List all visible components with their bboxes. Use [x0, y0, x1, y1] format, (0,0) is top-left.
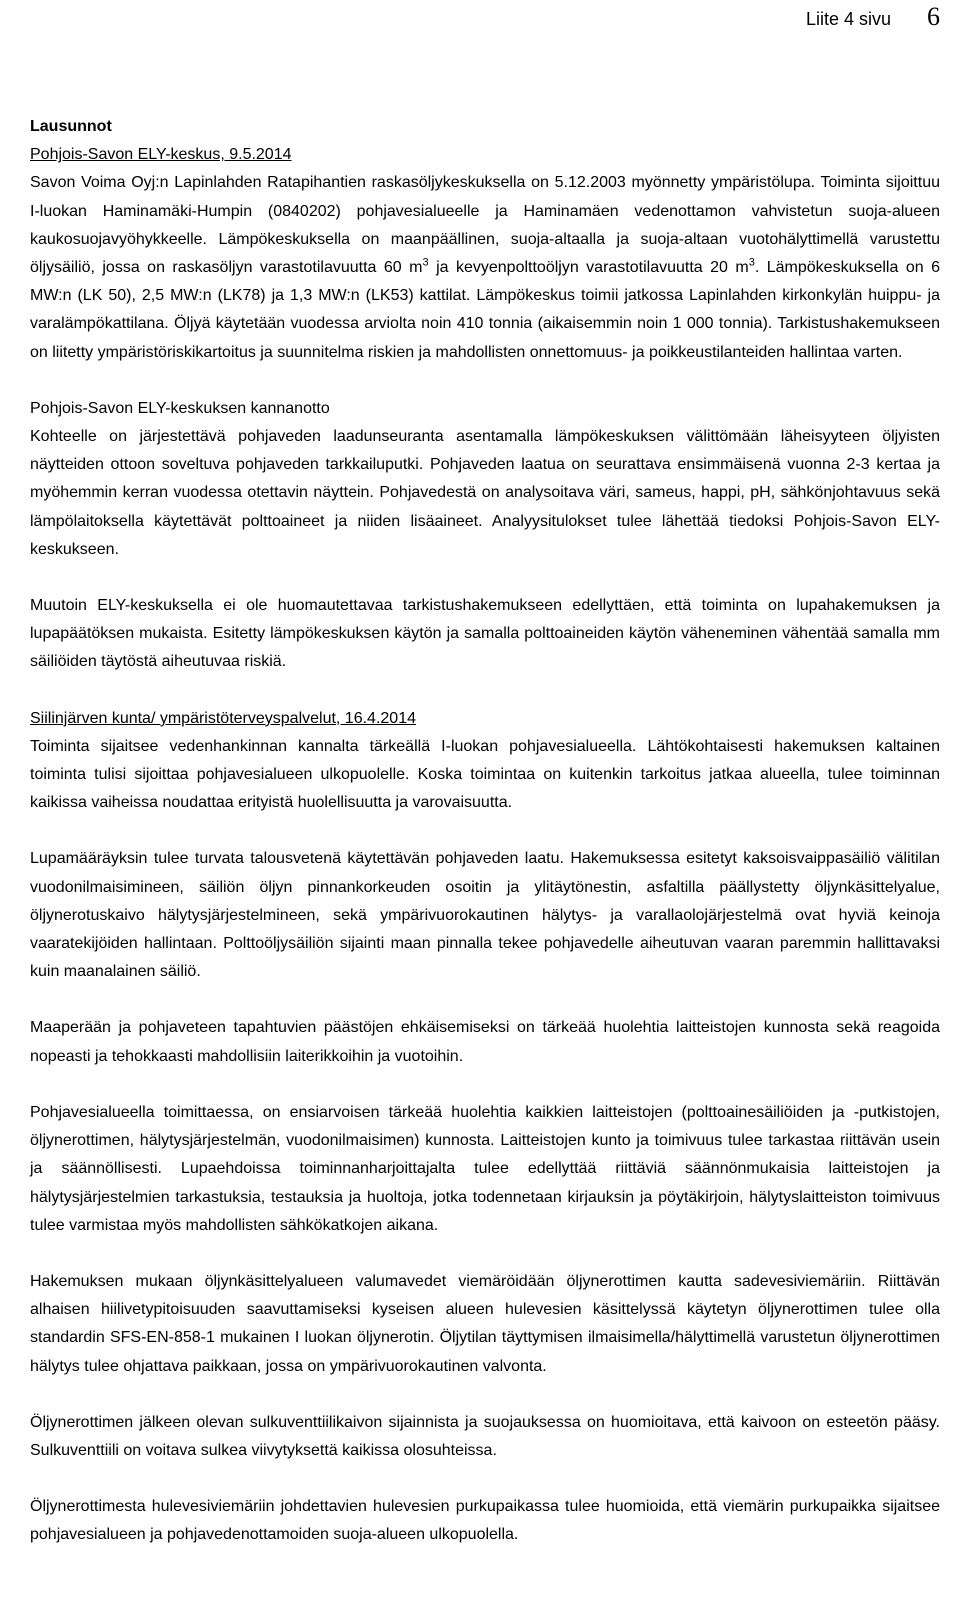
page-number: 6	[927, 2, 940, 31]
superscript-3: 3	[748, 256, 755, 269]
section-title: Lausunnot	[30, 118, 112, 135]
ely-other-paragraph: Muutoin ELY-keskuksella ei ole huomautettavaa tarkistushakemukseen edellyttäen, että toiminta on lupahakemuksen ja lupapäätöksen mukaista. Esitetty lämpökeskuksen käytön ja samalla polttoaineiden käytön väheneminen vähentää samalla mm säiliöiden täytöstä aiheutuvaa riskiä.	[30, 597, 940, 671]
ely-position-paragraph: Kohteelle on järjestettävä pohjaveden laadunseuranta asentamalla lämpökeskuksen välittömään läheisyyteen öljyisten näytteiden ottoon soveltuva pohjaveden tarkkailuputki. Pohjaveden laatua on seurattava ensimmäisenä vuonna 2-3 kertaa ja myöhemmin kerran vuodessa otettavin näyttein. Pohjavedestä on analysoitava väri, sameus, happi, pH, sähkönjohtavuus sekä lämpölaitoksella käytettävät polttoaineet ja niiden lisäaineet. Analyysitulokset tulee lähettää tiedoksi Pohjois-Savon ELY-keskukseen.	[30, 428, 940, 558]
siilinjarvi-statement-heading: Siilinjärven kunta/ ympäristöterveyspalvelut, 16.4.2014	[30, 709, 416, 727]
siilinjarvi-paragraph: Lupamääräyksin tulee turvata talousvetenä käytettävän pohjaveden laatu. Hakemuksessa esitetyt kaksoisvaippasäiliö välitilan vuodonilmaisimineen, säiliön öljyn pinnankorkeuden osoitin ja ylitäytönestin, asfaltilla päällystetty öljynkäsittelyalue, öljynerotuskaivo hälytysjärjestelmineen, sekä ympärivuorokautinen hälytys- ja varallaolojärjestelmä ovat hyviä keinoja vaaratekijöiden hallintaan. Polttoöljysäiliön sijainti maan pinnalla tekee pohjavedelle aiheutuvan vaaran paremmin hallittavaksi kuin maanalainen säiliö.	[30, 850, 940, 981]
ely-statement-heading: Pohjois-Savon ELY-keskus, 9.5.2014	[30, 146, 292, 164]
siilinjarvi-paragraph: Hakemuksen mukaan öljynkäsittelyalueen valumavedet viemäröidään öljynerottimen kautta sadevesiviemäriin. Riittävän alhaisen hiilivetypitoisuuden saavuttamiseksi kyseisen alueen hulevesien käsittelyssä käytetyn öljynerottimen tulee olla standardin SFS-EN-858-1 mukainen I luokan öljynerotin. Öljytilan täyttymisen ilmaisimella/hälyttimellä varustetun öljynerottimen hälytys tulee ohjattava paikkaan, jossa on ympärivuorokautinen valvonta.	[30, 1272, 940, 1375]
document-body	[30, 113, 940, 1550]
siilinjarvi-paragraph: Maaperään ja pohjaveteen tapahtuvien päästöjen ehkäisemiseksi on tärkeää huolehtia laitteistojen kunnosta sekä reagoida nopeasti ja tehokkaasti mahdollisiin laiterikkoihin ja vuotoihin.	[30, 1019, 940, 1065]
ely-background-paragraph	[30, 169, 940, 366]
ely-position-heading: Pohjois-Savon ELY-keskuksen kannanotto	[30, 399, 330, 417]
ely-paragraph-part-b: ja kevyenpolttoöljyn varastotilavuutta 20 m	[428, 259, 749, 277]
superscript-3: 3	[422, 256, 429, 269]
appendix-label: Liite 4 sivu	[805, 9, 891, 29]
siilinjarvi-paragraph: Öljynerottimen jälkeen olevan sulkuventtiilikaivon sijainnista ja suojauksessa on huomioitava, että kaivoon on esteetön pääsy. Sulkuventtiili on voitava sulkea viivytyksettä kaikissa olosuhteissa.	[30, 1413, 940, 1459]
siilinjarvi-paragraph: Pohjavesialueella toimittaessa, on ensiarvoisen tärkeää huolehtia kaikkien laitteistojen (polttoainesäiliöiden ja -putkistojen, öljynerottimen, hälytysjärjestelmän, vuodonilmaisimen) kunnosta. Laitteistojen kunto ja toimivuus tulee tarkastaa riittävän usein ja säännöllisesti. Lupaehdoissa toiminnanharjoittajalta tulee edellyttää riittäviä säännönmukaisia laitteistojen ja hälytysjärjestelmien tarkastuksia, testauksia ja huoltoja, jotka todennetaan kirjauksin ja pöytäkirjoin, hälytyslaitteiston toimivuus tulee varmistaa myös mahdollisten sähkökatkojen aikana.	[30, 1103, 940, 1234]
siilinjarvi-paragraph: Öljynerottimesta hulevesiviemäriin johdettavien hulevesien purkupaikassa tulee huomioida, että viemärin purkupaikka sijaitsee pohjavesialueen ja pohjavedenottamoiden suoja-alueen ulkopuolella.	[30, 1498, 940, 1544]
siilinjarvi-paragraph: Toiminta sijaitsee vedenhankinnan kannalta tärkeällä I-luokan pohjavesialueella. Lähtökohtaisesti hakemuksen kaltainen toiminta tulisi sijoittaa pohjavesialueen ulkopuolelle. Koska toimintaa on kuitenkin tarkoitus jatkaa alueella, tulee toiminnan kaikissa vaiheissa noudattaa erityistä huolellisuutta ja varovaisuutta.	[30, 737, 940, 812]
page-header	[806, 2, 940, 32]
ely-paragraph-part-a: Savon Voima Oyj:n Lapinlahden Ratapihantien raskasöljykeskuksella on 5.12.2003 myönnetty ympäristölupa. Toiminta sijoittuu I-luokan Haminamäki-Humpin (0840202) pohjavesialueelle ja Haminamäen vedenottamon vahvistetun suoja-alueen kaukosuojavyöhykkeelle. Lämpökeskuksella on maanpäällinen, suoja-altaalla ja suoja-altaan vuotohälyttimellä varustettu öljysäiliö, jossa on raskasöljyn varastotilavuutta 60 m	[30, 174, 940, 277]
ely-paragraph-part-c: . Lämpökeskuksella on 6 MW:n (LK 50), 2,5 MW:n (LK78) ja 1,3 MW:n (LK53) kattilat. Lämpökeskus toimii jatkossa Lapinlahden kirkonkylän huippu- ja varalämpökattilana. Öljyä käytetään vuodessa arviolta noin 410 tonnia (aikaisemmin noin 1 000 tonnia). Tarkistushakemukseen on liitetty ympäristöriskikartoitus ja suunnitelma riskien ja mahdollisten onnettomuus- ja poikkeustilanteiden hallintaa varten.	[30, 259, 940, 361]
